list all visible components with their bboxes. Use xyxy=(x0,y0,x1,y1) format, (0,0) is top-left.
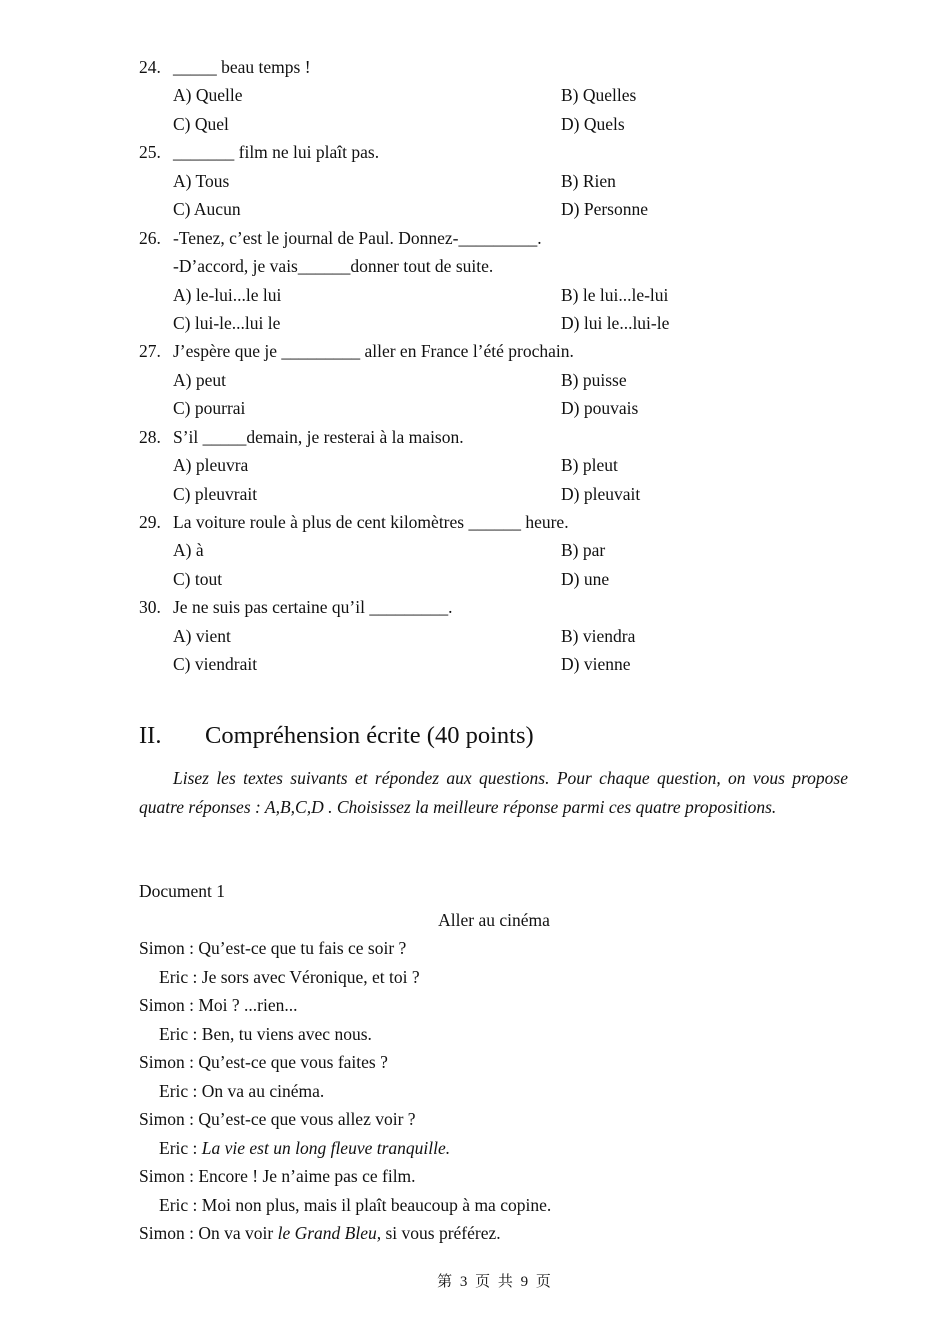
dialogue-line: Simon : Qu’est-ce que vous allez voir ? xyxy=(139,1109,416,1129)
film-title: La vie est un long fleuve tranquille. xyxy=(201,1137,451,1158)
dialogue-text: Qu’est-ce que vous faites ? xyxy=(198,1052,388,1072)
dialogue-line: Eric : Je sors avec Véronique, et toi ? xyxy=(159,966,420,987)
answer-option: D) pleuvait xyxy=(561,483,641,504)
question-number: 28. xyxy=(139,426,161,447)
dialogue-line: Eric : Moi non plus, mais il plaît beaucoup à ma copine. xyxy=(159,1194,552,1215)
speaker: Simon xyxy=(139,938,185,958)
question-line xyxy=(139,337,849,365)
dialogue-text-after: si vous préférez. xyxy=(381,1223,501,1243)
question-number: 24. xyxy=(139,57,161,77)
question-number: 30. xyxy=(139,597,161,618)
answer-option: D) vienne xyxy=(561,654,631,675)
question-number: 26. xyxy=(139,227,161,248)
section-number: II. xyxy=(139,722,162,749)
instructions: Lisez les textes suivants et répondez aux questions. Pour chaque question, on vous propose quatre réponses : A,B,C,D . Choisissez la meilleure réponse parmi ces quatre propositions. xyxy=(139,768,848,817)
question-stem: -D’accord, je vais______donner tout de suite. xyxy=(173,256,494,277)
speaker: Eric xyxy=(159,1080,189,1101)
dialogue-line: Simon : Qu’est-ce que vous faites ? xyxy=(139,1052,388,1072)
dialogue-line: Eric : Ben, tu viens avec nous. xyxy=(159,1023,372,1044)
answer-option: B) viendra xyxy=(561,625,636,646)
answer-option: D) pouvais xyxy=(561,398,639,419)
speaker: Simon xyxy=(139,995,185,1015)
question-stem: _______ film ne lui plaît pas. xyxy=(173,142,380,163)
question-line xyxy=(139,593,849,621)
answer-option: B) Rien xyxy=(561,170,616,191)
option-row xyxy=(139,451,849,479)
section-title: Compréhension écrite (40 points) xyxy=(205,722,534,749)
option-row xyxy=(139,281,849,309)
dialogue-text: Moi non plus, mais il plaît beaucoup à ma copine. xyxy=(201,1194,552,1215)
question-stem: J’espère que je _________ aller en France l’été prochain. xyxy=(173,341,574,362)
dialogue-line: Simon : Encore ! Je n’aime pas ce film. xyxy=(139,1166,416,1186)
question-stem: _____ beau temps ! xyxy=(173,57,311,77)
answer-option: A) peut xyxy=(173,369,226,390)
option-row xyxy=(139,622,849,650)
answer-option: A) Tous xyxy=(173,170,230,191)
answer-option: A) le-lui...le lui xyxy=(173,284,282,305)
question-stem: La voiture roule à plus de cent kilomètres ______ heure. xyxy=(173,512,569,532)
speaker: Simon xyxy=(139,1166,185,1186)
option-row xyxy=(139,480,849,508)
question-line xyxy=(139,508,849,536)
question-line xyxy=(139,423,849,451)
dialogue-text: Qu’est-ce que vous allez voir ? xyxy=(198,1109,416,1129)
answer-option: B) par xyxy=(561,540,606,561)
answer-option: C) viendrait xyxy=(173,654,258,675)
option-row xyxy=(139,366,849,394)
answer-option: C) tout xyxy=(173,568,223,589)
answer-option: D) Personne xyxy=(561,199,648,220)
answer-option: B) Quelles xyxy=(561,85,637,106)
dialogue-text: Encore ! Je n’aime pas ce film. xyxy=(198,1166,416,1186)
question-line xyxy=(139,138,849,166)
answer-option: A) à xyxy=(173,540,204,561)
answer-option: C) pleuvrait xyxy=(173,483,258,504)
answer-option: C) lui-le...lui le xyxy=(173,312,281,333)
option-row xyxy=(139,309,849,337)
answer-option: C) pourrai xyxy=(173,398,246,419)
dialogue-text: Je sors avec Véronique, et toi ? xyxy=(201,966,420,987)
dialogue-line: Eric : La vie est un long fleuve tranquille. xyxy=(159,1137,451,1158)
speaker: Eric xyxy=(159,966,189,987)
question-line xyxy=(139,224,849,252)
answer-option: D) Quels xyxy=(561,113,625,134)
option-row xyxy=(139,110,849,138)
option-row xyxy=(139,565,849,593)
dialogue-text: Moi ? ...rien... xyxy=(198,995,298,1015)
option-row xyxy=(139,536,849,564)
question-stem: Je ne suis pas certaine qu’il _________. xyxy=(173,597,453,618)
question-list xyxy=(139,53,849,679)
dialogue-text: On va voir xyxy=(198,1223,278,1243)
dialogue-line: Simon : Moi ? ...rien... xyxy=(139,995,298,1015)
question-stem: S’il _____demain, je resterai à la maison. xyxy=(173,426,464,447)
answer-option: D) lui le...lui-le xyxy=(561,312,670,333)
film-title: le Grand Bleu, xyxy=(277,1223,382,1243)
dialogue-line: Simon : On va voir le Grand Bleu, si vous préférez. xyxy=(139,1223,501,1243)
answer-option: C) Aucun xyxy=(173,199,241,220)
answer-option: B) le lui...le-lui xyxy=(561,284,669,305)
document-1 xyxy=(139,877,849,1248)
dialogue-text: On va au cinéma. xyxy=(201,1080,325,1101)
document-title: Aller au cinéma xyxy=(438,909,550,930)
answer-option: A) vient xyxy=(173,625,231,646)
option-row xyxy=(139,394,849,422)
speaker: Simon xyxy=(139,1223,185,1243)
speaker: Eric xyxy=(159,1023,189,1044)
answer-option: B) pleut xyxy=(561,455,618,476)
question-line xyxy=(139,53,849,81)
answer-option: A) pleuvra xyxy=(173,455,249,476)
document-label: Document 1 xyxy=(139,881,226,901)
speaker: Simon xyxy=(139,1109,185,1129)
question-stem: -Tenez, c’est le journal de Paul. Donnez-_________. xyxy=(173,227,542,248)
answer-option: C) Quel xyxy=(173,113,229,134)
question-line xyxy=(139,252,849,280)
speaker: Eric xyxy=(159,1137,189,1158)
question-number: 25. xyxy=(139,142,161,163)
question-number: 27. xyxy=(139,341,161,362)
answer-option: B) puisse xyxy=(561,369,627,390)
dialogue-text: Qu’est-ce que tu fais ce soir ? xyxy=(198,938,407,958)
dialogue-text: Ben, tu viens avec nous. xyxy=(201,1023,372,1044)
option-row xyxy=(139,195,849,223)
dialogue-line: Simon : Qu’est-ce que tu fais ce soir ? xyxy=(139,938,407,958)
speaker: Simon xyxy=(139,1052,185,1072)
option-row xyxy=(139,167,849,195)
answer-option: D) une xyxy=(561,568,610,589)
page-footer: 第 3 页 共 9 页 xyxy=(437,1274,553,1290)
option-row xyxy=(139,81,849,109)
option-row xyxy=(139,650,849,678)
dialogue-line: Eric : On va au cinéma. xyxy=(159,1080,325,1101)
answer-option: A) Quelle xyxy=(173,85,243,106)
question-number: 29. xyxy=(139,512,161,532)
speaker: Eric xyxy=(159,1194,189,1215)
